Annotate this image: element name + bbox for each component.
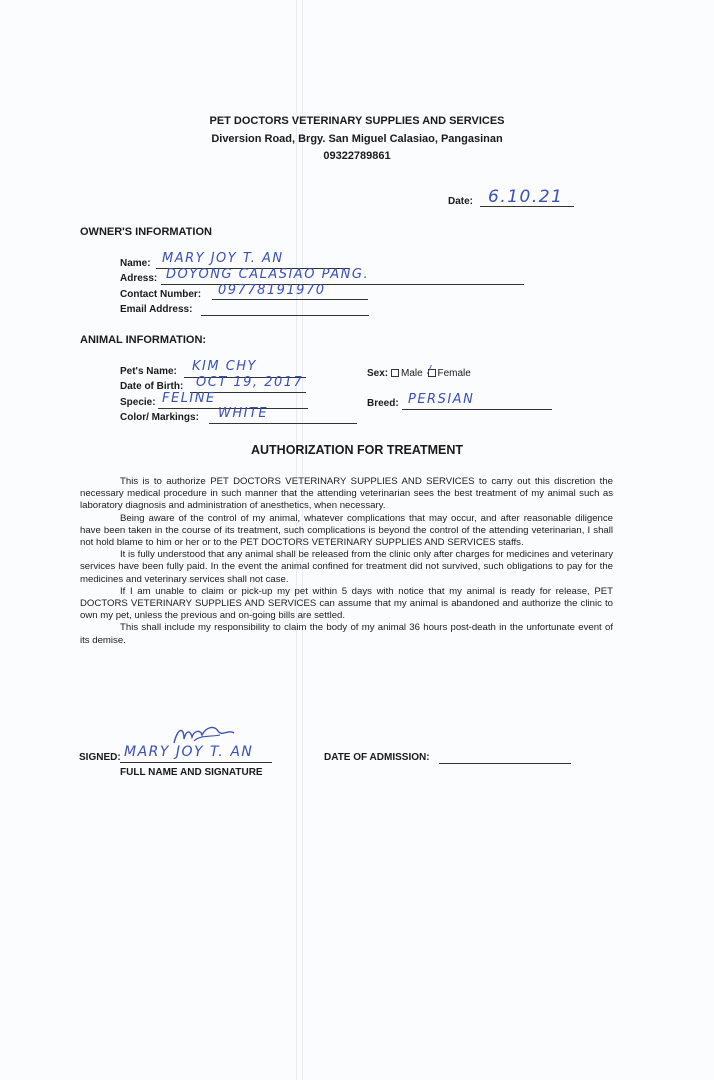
- signed-line: [120, 762, 272, 763]
- owner-address-line: [161, 284, 524, 285]
- date-of-admission-label: DATE OF ADMISSION:: [324, 752, 430, 763]
- business-address: Diversion Road, Brgy. San Miguel Calasiao, Pangasinan: [211, 133, 503, 145]
- signed-label: SIGNED:: [79, 752, 121, 763]
- authorization-paragraph: Being aware of the control of my animal, whatever complications that may occur, and after reasonable diligence have been taken in the course of its treatment, such complications is beyond the control of the attending veterinarian, I shall not hold blame to him or her or to the PET DOCTORS VETERINARY SUPPLIES AND SERVICES staffs.: [80, 512, 613, 549]
- date-label: Date:: [448, 196, 474, 207]
- female-checkbox[interactable]: [427, 363, 437, 379]
- male-option-label: Male: [401, 368, 423, 379]
- breed-label: Breed:: [367, 398, 399, 409]
- date-value[interactable]: 6.10.21: [488, 187, 564, 207]
- contact-number-label: Contact Number:: [120, 289, 202, 300]
- color-label: Color/ Markings:: [120, 412, 199, 423]
- breed-value[interactable]: PERSIAN: [408, 392, 475, 407]
- dob-label: Date of Birth:: [120, 381, 184, 392]
- owner-address-label: Adress:: [120, 273, 158, 284]
- pet-name-label: Pet's Name:: [120, 366, 177, 377]
- color-value[interactable]: WHITE: [218, 406, 269, 421]
- specie-label: Specie:: [120, 397, 156, 408]
- authorization-paragraph: This shall include my responsibility to claim the body of my animal 36 hours post-death in the unfortunate event of its demise.: [80, 622, 613, 646]
- animal-info-heading: ANIMAL INFORMATION:: [80, 334, 207, 346]
- email-label: Email Address:: [120, 304, 193, 315]
- business-name: PET DOCTORS VETERINARY SUPPLIES AND SERVICES: [209, 115, 505, 127]
- breed-line: [402, 409, 552, 410]
- contact-number-value[interactable]: 09778191970: [218, 283, 326, 298]
- color-line: [209, 423, 357, 424]
- dob-value[interactable]: OCT 19, 2017: [196, 375, 304, 390]
- signed-value[interactable]: MARY JOY T. AN: [124, 744, 254, 760]
- signature-caption: FULL NAME AND SIGNATURE: [120, 767, 263, 778]
- business-phone: 09322789861: [323, 150, 391, 162]
- checkmark-icon: /: [427, 363, 431, 377]
- date-of-admission-line: [439, 763, 571, 764]
- email-line: [201, 315, 369, 316]
- sex-options: [391, 363, 471, 379]
- sex-label: Sex:: [367, 368, 389, 379]
- authorization-paragraph: It is fully understood that any animal shall be released from the clinic only after charges for medicines and veterinary services have been fully paid. In the event the animal confined for treatment did not survived, such obligations to pay for the medicines and veterinary services shall not case.: [80, 549, 613, 585]
- male-checkbox[interactable]: [391, 369, 399, 377]
- pet-name-value[interactable]: KIM CHY: [192, 359, 258, 374]
- owner-name-value[interactable]: MARY JOY T. AN: [162, 251, 284, 266]
- owner-address-value[interactable]: DOYONG CALASIAO PANG.: [166, 267, 370, 282]
- authorization-title: AUTHORIZATION FOR TREATMENT: [250, 443, 463, 457]
- female-option-label: Female: [437, 368, 471, 379]
- specie-value[interactable]: FELINE: [162, 391, 216, 406]
- authorization-paragraph: If I am unable to claim or pick-up my pet within 5 days with notice that my animal is ready for release, PET DOCTORS VETERINARY SUPPLIES AND SERVICES can assume that my animal is abandoned and authorize the clinic to own my pet, unless the previous and on-going bills are settled.: [80, 585, 613, 622]
- owner-name-label: Name:: [120, 258, 151, 269]
- authorization-paragraph: This is to authorize PET DOCTORS VETERINARY SUPPLIES AND SERVICES to carry out this discretion the necessary medical procedure in such manner that the attending veterinarian sees the best treatment of my animal such as laboratory diagnosis and administration of anesthetics, when necessary.: [80, 476, 613, 512]
- contact-number-line: [212, 299, 368, 300]
- owner-info-heading: OWNER'S INFORMATION: [80, 226, 212, 238]
- authorization-body: [80, 476, 613, 647]
